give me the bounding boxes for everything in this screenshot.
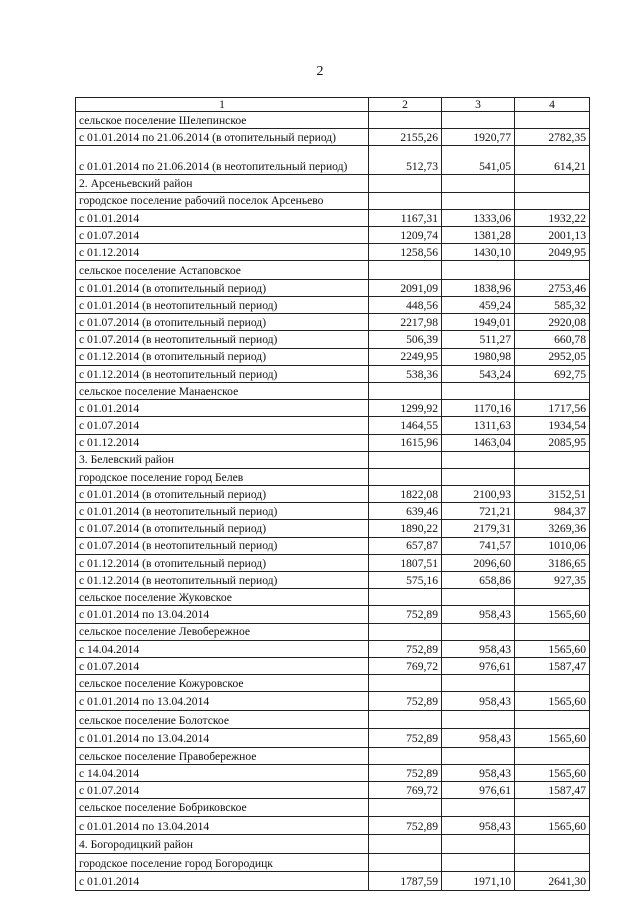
row-label: 2. Арсеньевский район <box>76 175 369 192</box>
row-label: сельское поселение Манаенское <box>76 382 369 399</box>
table-row <box>76 606 590 623</box>
value-cell-col-4: 3186,65 <box>515 554 590 571</box>
value-cell-col-2: 1807,51 <box>369 554 442 571</box>
value-cell-col-2 <box>369 623 442 640</box>
value-cell-col-4: 614,21 <box>515 146 590 175</box>
value-cell-col-4 <box>515 675 590 692</box>
value-cell-col-2: 769,72 <box>369 657 442 674</box>
value-cell-col-2 <box>369 468 442 485</box>
table-row <box>76 675 590 692</box>
value-cell-col-2: 1167,31 <box>369 209 442 226</box>
value-cell-col-3: 976,61 <box>442 782 515 799</box>
row-label: сельское поселение Жуковское <box>76 589 369 606</box>
table-row <box>76 417 590 434</box>
value-cell-col-4 <box>515 261 590 280</box>
value-cell-col-4: 2952,05 <box>515 348 590 365</box>
table-row <box>76 244 590 261</box>
value-cell-col-3: 1170,16 <box>442 400 515 417</box>
table-row <box>76 486 590 503</box>
value-cell-col-2: 1615,96 <box>369 434 442 451</box>
value-cell-col-3: 511,27 <box>442 331 515 348</box>
table-row <box>76 657 590 674</box>
table-row <box>76 226 590 243</box>
value-cell-col-4 <box>515 623 590 640</box>
value-cell-col-2: 1209,74 <box>369 226 442 243</box>
table-row <box>76 261 590 280</box>
header-col-1: 1 <box>76 98 369 112</box>
value-cell-col-4 <box>515 835 590 854</box>
table-header-row <box>76 98 590 112</box>
row-label: с 01.01.2014 по 21.06.2014 (в отопительный период) <box>76 129 369 146</box>
value-cell-col-3: 1949,01 <box>442 314 515 331</box>
table-row <box>76 872 590 891</box>
table-row <box>76 297 590 314</box>
table-row <box>76 365 590 382</box>
value-cell-col-4: 984,37 <box>515 503 590 520</box>
row-label: с 01.12.2014 (в отопительный период) <box>76 554 369 571</box>
value-cell-col-2: 1464,55 <box>369 417 442 434</box>
value-cell-col-2 <box>369 451 442 468</box>
table-row <box>76 782 590 799</box>
table-row <box>76 765 590 782</box>
value-cell-col-3 <box>442 799 515 816</box>
row-label: с 01.07.2014 <box>76 226 369 243</box>
row-label: с 01.01.2014 (в неотопительный период) <box>76 503 369 520</box>
value-cell-col-3 <box>442 192 515 209</box>
value-cell-col-3 <box>442 589 515 606</box>
table-row <box>76 209 590 226</box>
value-cell-col-3: 1980,98 <box>442 348 515 365</box>
row-label: сельское поселение Бобриковское <box>76 799 369 816</box>
table-row <box>76 400 590 417</box>
value-cell-col-2 <box>369 835 442 854</box>
value-cell-col-3: 658,86 <box>442 572 515 589</box>
row-label: с 01.01.2014 по 21.06.2014 (в неотопительный период) <box>76 146 369 175</box>
value-cell-col-4 <box>515 192 590 209</box>
value-cell-col-3: 2179,31 <box>442 520 515 537</box>
table-row <box>76 729 590 748</box>
value-cell-col-3: 958,43 <box>442 816 515 835</box>
value-cell-col-2: 1258,56 <box>369 244 442 261</box>
table-row <box>76 572 590 589</box>
row-label: с 01.07.2014 (в неотопительный период) <box>76 537 369 554</box>
value-cell-col-4: 2049,95 <box>515 244 590 261</box>
value-cell-col-4: 2085,95 <box>515 434 590 451</box>
value-cell-col-2 <box>369 853 442 872</box>
table-row <box>76 816 590 835</box>
table-row <box>76 799 590 816</box>
value-cell-col-3: 958,43 <box>442 640 515 657</box>
value-cell-col-2: 1299,92 <box>369 400 442 417</box>
value-cell-col-2: 448,56 <box>369 297 442 314</box>
value-cell-col-4: 1934,54 <box>515 417 590 434</box>
table-row <box>76 710 590 729</box>
tariff-table <box>75 97 590 891</box>
row-label: с 01.01.2014 по 13.04.2014 <box>76 692 369 711</box>
value-cell-col-3 <box>442 835 515 854</box>
table-body <box>76 112 590 891</box>
row-label: с 01.12.2014 (в неотопительный период) <box>76 572 369 589</box>
row-label: с 01.01.2014 <box>76 400 369 417</box>
value-cell-col-2: 512,73 <box>369 146 442 175</box>
table-row <box>76 382 590 399</box>
row-label: с 01.12.2014 <box>76 244 369 261</box>
value-cell-col-3 <box>442 747 515 764</box>
value-cell-col-4: 1565,60 <box>515 816 590 835</box>
row-label: городское поселение город Белев <box>76 468 369 485</box>
value-cell-col-4: 2920,08 <box>515 314 590 331</box>
value-cell-col-2: 2249,95 <box>369 348 442 365</box>
value-cell-col-2: 752,89 <box>369 606 442 623</box>
value-cell-col-4 <box>515 468 590 485</box>
row-label: с 14.04.2014 <box>76 765 369 782</box>
value-cell-col-4: 2782,35 <box>515 129 590 146</box>
row-label: с 01.01.2014 <box>76 209 369 226</box>
row-label: с 01.07.2014 (в неотопительный период) <box>76 331 369 348</box>
value-cell-col-2: 752,89 <box>369 816 442 835</box>
value-cell-col-4: 927,35 <box>515 572 590 589</box>
row-label: 4. Богородицкий район <box>76 835 369 854</box>
value-cell-col-2 <box>369 112 442 129</box>
value-cell-col-3: 2096,60 <box>442 554 515 571</box>
value-cell-col-4: 1717,56 <box>515 400 590 417</box>
row-label: сельское поселение Астаповское <box>76 261 369 280</box>
value-cell-col-3: 1920,77 <box>442 129 515 146</box>
row-label: с 01.07.2014 <box>76 782 369 799</box>
value-cell-col-4 <box>515 747 590 764</box>
table-row <box>76 835 590 854</box>
value-cell-col-3: 541,05 <box>442 146 515 175</box>
value-cell-col-4 <box>515 799 590 816</box>
value-cell-col-2 <box>369 261 442 280</box>
value-cell-col-2 <box>369 747 442 764</box>
table-row <box>76 112 590 129</box>
table-row <box>76 146 590 175</box>
table-row <box>76 434 590 451</box>
value-cell-col-3 <box>442 675 515 692</box>
value-cell-col-4: 1565,60 <box>515 765 590 782</box>
row-label: городское поселение город Богородицк <box>76 853 369 872</box>
value-cell-col-2: 1890,22 <box>369 520 442 537</box>
value-cell-col-4: 3269,36 <box>515 520 590 537</box>
value-cell-col-4: 2001,13 <box>515 226 590 243</box>
value-cell-col-2: 752,89 <box>369 640 442 657</box>
value-cell-col-3: 721,21 <box>442 503 515 520</box>
row-label: с 01.01.2014 (в отопительный период) <box>76 279 369 296</box>
table-row <box>76 503 590 520</box>
row-label: с 01.01.2014 по 13.04.2014 <box>76 816 369 835</box>
value-cell-col-2 <box>369 675 442 692</box>
value-cell-col-3: 543,24 <box>442 365 515 382</box>
row-label: с 01.01.2014 <box>76 872 369 891</box>
row-label: с 01.01.2014 по 13.04.2014 <box>76 606 369 623</box>
value-cell-col-3: 2100,93 <box>442 486 515 503</box>
value-cell-col-4: 1010,06 <box>515 537 590 554</box>
row-label: с 01.01.2014 по 13.04.2014 <box>76 729 369 748</box>
table-row <box>76 640 590 657</box>
row-label: с 01.12.2014 (в отопительный период) <box>76 348 369 365</box>
row-label: с 01.07.2014 <box>76 657 369 674</box>
value-cell-col-2: 1787,59 <box>369 872 442 891</box>
row-label: городское поселение рабочий поселок Арсеньево <box>76 192 369 209</box>
header-col-3: 3 <box>442 98 515 112</box>
value-cell-col-4: 585,32 <box>515 297 590 314</box>
value-cell-col-3: 1381,28 <box>442 226 515 243</box>
value-cell-col-2 <box>369 192 442 209</box>
value-cell-col-3 <box>442 451 515 468</box>
value-cell-col-3 <box>442 112 515 129</box>
table-row <box>76 853 590 872</box>
value-cell-col-3 <box>442 261 515 280</box>
value-cell-col-3: 1463,04 <box>442 434 515 451</box>
value-cell-col-3 <box>442 382 515 399</box>
value-cell-col-2: 752,89 <box>369 765 442 782</box>
value-cell-col-4: 1565,60 <box>515 692 590 711</box>
row-label: сельское поселение Правобережное <box>76 747 369 764</box>
row-label: сельское поселение Шелепинское <box>76 112 369 129</box>
value-cell-col-3 <box>442 623 515 640</box>
table-row <box>76 692 590 711</box>
value-cell-col-2 <box>369 382 442 399</box>
table-row <box>76 747 590 764</box>
value-cell-col-4 <box>515 175 590 192</box>
page-number: 2 <box>316 64 324 79</box>
row-label: с 01.12.2014 <box>76 434 369 451</box>
value-cell-col-3: 1971,10 <box>442 872 515 891</box>
value-cell-col-3: 958,43 <box>442 765 515 782</box>
value-cell-col-2: 639,46 <box>369 503 442 520</box>
value-cell-col-4: 1587,47 <box>515 657 590 674</box>
table-row <box>76 331 590 348</box>
value-cell-col-4 <box>515 451 590 468</box>
value-cell-col-4: 692,75 <box>515 365 590 382</box>
value-cell-col-3 <box>442 175 515 192</box>
value-cell-col-3: 958,43 <box>442 606 515 623</box>
value-cell-col-3: 1430,10 <box>442 244 515 261</box>
value-cell-col-4: 2641,30 <box>515 872 590 891</box>
table-row <box>76 468 590 485</box>
table-row <box>76 279 590 296</box>
row-label: с 14.04.2014 <box>76 640 369 657</box>
value-cell-col-4: 1565,60 <box>515 729 590 748</box>
value-cell-col-2: 2155,26 <box>369 129 442 146</box>
value-cell-col-2 <box>369 710 442 729</box>
value-cell-col-3 <box>442 853 515 872</box>
value-cell-col-4: 1565,60 <box>515 606 590 623</box>
value-cell-col-4: 2753,46 <box>515 279 590 296</box>
table-row <box>76 175 590 192</box>
value-cell-col-2: 752,89 <box>369 692 442 711</box>
value-cell-col-4 <box>515 853 590 872</box>
table-row <box>76 554 590 571</box>
table-row <box>76 623 590 640</box>
value-cell-col-2 <box>369 589 442 606</box>
value-cell-col-4 <box>515 589 590 606</box>
value-cell-col-2: 769,72 <box>369 782 442 799</box>
value-cell-col-4 <box>515 112 590 129</box>
value-cell-col-4: 3152,51 <box>515 486 590 503</box>
row-label: сельское поселение Кожуровское <box>76 675 369 692</box>
value-cell-col-3: 1838,96 <box>442 279 515 296</box>
value-cell-col-2: 657,87 <box>369 537 442 554</box>
value-cell-col-3 <box>442 710 515 729</box>
row-label: сельское поселение Левобережное <box>76 623 369 640</box>
value-cell-col-2: 506,39 <box>369 331 442 348</box>
value-cell-col-2: 752,89 <box>369 729 442 748</box>
value-cell-col-3: 1311,63 <box>442 417 515 434</box>
value-cell-col-3: 958,43 <box>442 729 515 748</box>
row-label: 3. Белевский район <box>76 451 369 468</box>
value-cell-col-4: 1565,60 <box>515 640 590 657</box>
value-cell-col-3: 741,57 <box>442 537 515 554</box>
header-col-4: 4 <box>515 98 590 112</box>
row-label: с 01.07.2014 (в отопительный период) <box>76 520 369 537</box>
row-label: сельское поселение Болотское <box>76 710 369 729</box>
row-label: с 01.01.2014 (в отопительный период) <box>76 486 369 503</box>
row-label: с 01.07.2014 <box>76 417 369 434</box>
row-label: с 01.01.2014 (в неотопительный период) <box>76 297 369 314</box>
row-label: с 01.12.2014 (в неотопительный период) <box>76 365 369 382</box>
value-cell-col-3: 459,24 <box>442 297 515 314</box>
value-cell-col-2: 1822,08 <box>369 486 442 503</box>
value-cell-col-4 <box>515 710 590 729</box>
value-cell-col-2: 2091,09 <box>369 279 442 296</box>
value-cell-col-3 <box>442 468 515 485</box>
table-row <box>76 129 590 146</box>
value-cell-col-3: 958,43 <box>442 692 515 711</box>
row-label: с 01.07.2014 (в отопительный период) <box>76 314 369 331</box>
table-row <box>76 589 590 606</box>
table-row <box>76 537 590 554</box>
table-row <box>76 192 590 209</box>
header-col-2: 2 <box>369 98 442 112</box>
value-cell-col-2 <box>369 799 442 816</box>
value-cell-col-3: 1333,06 <box>442 209 515 226</box>
value-cell-col-3: 976,61 <box>442 657 515 674</box>
table-row <box>76 451 590 468</box>
table-row <box>76 520 590 537</box>
table-row <box>76 314 590 331</box>
value-cell-col-2: 538,36 <box>369 365 442 382</box>
value-cell-col-2 <box>369 175 442 192</box>
value-cell-col-4: 1587,47 <box>515 782 590 799</box>
value-cell-col-2: 575,16 <box>369 572 442 589</box>
table-row <box>76 348 590 365</box>
value-cell-col-2: 2217,98 <box>369 314 442 331</box>
value-cell-col-4 <box>515 382 590 399</box>
value-cell-col-4: 1932,22 <box>515 209 590 226</box>
value-cell-col-4: 660,78 <box>515 331 590 348</box>
